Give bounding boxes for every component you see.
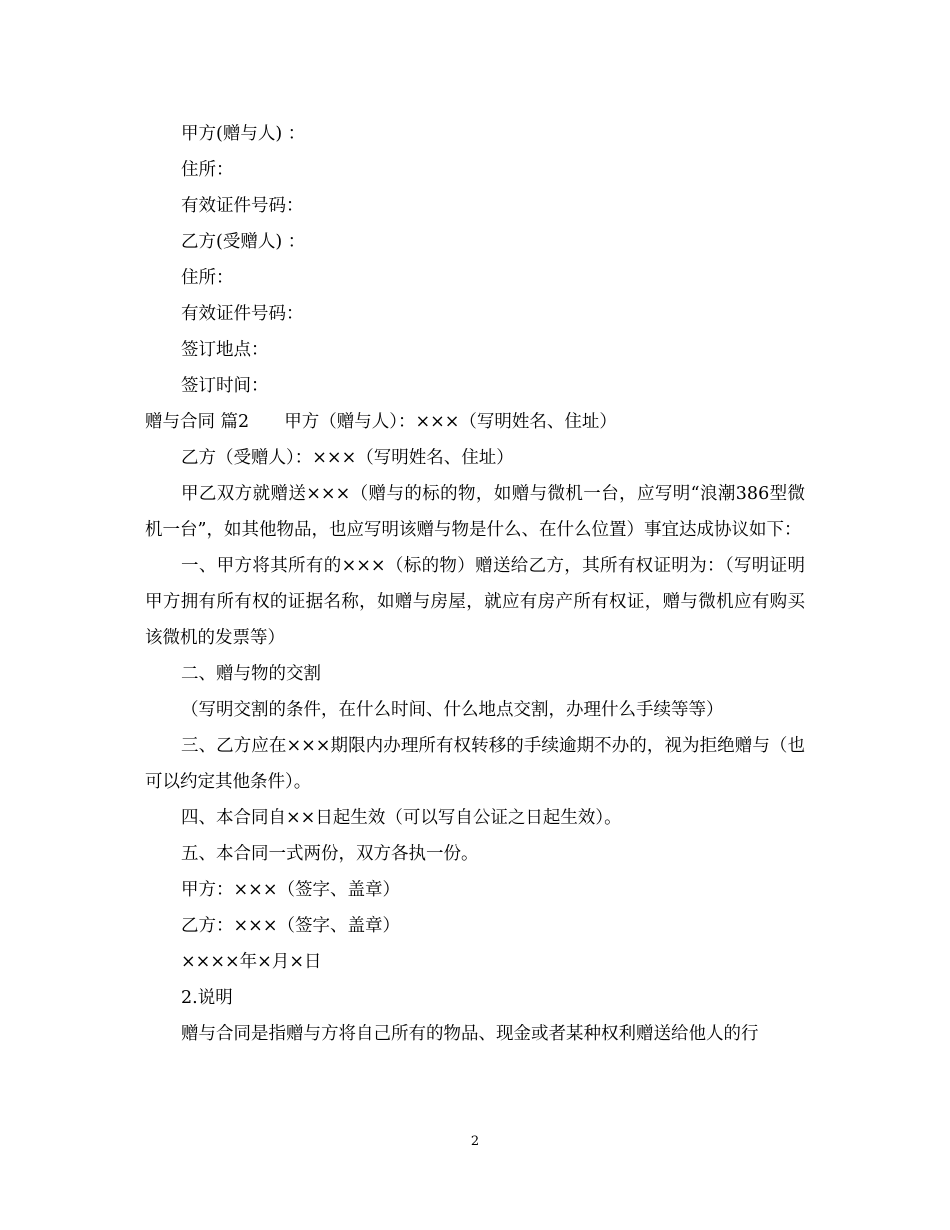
party-a-label: 甲方(赠与人) ： xyxy=(181,124,306,144)
signature-b-line: 乙方：×××（签字、盖章） xyxy=(181,916,400,936)
party-a-address-label: 住所： xyxy=(181,160,234,180)
intro-paragraph: 甲乙双方就赠送×××（赠与的标的物，如赠与微机一台，应写明“浪潮386型微机一台”，如其他物品，也应写明该赠与物是什么、在什么位置）事宜达成协议如下： xyxy=(145,484,805,540)
clause-2-detail: （写明交割的条件，在什么时间、什么地点交割，办理什么手续等等） xyxy=(181,700,724,720)
page-number: 2 xyxy=(470,1134,480,1149)
signing-place-label: 签订地点： xyxy=(181,340,269,360)
section-title: 2.说明 xyxy=(181,988,233,1008)
clause-2-title: 二、赠与物的交割 xyxy=(181,664,321,684)
date-line: ××××年×月×日 xyxy=(181,952,322,972)
contract-heading-line: 赠与合同 篇2 甲方（赠与人）：×××（写明姓名、住址） xyxy=(145,412,617,432)
clause-5-line: 五、本合同一式两份，双方各执一份。 xyxy=(181,844,479,864)
party-b-label: 乙方(受赠人) ： xyxy=(181,232,306,252)
clause-3-paragraph: 三、乙方应在×××期限内办理所有权转移的手续逾期不办的，视为拒绝赠与（也可以约定其他条件）。 xyxy=(145,736,805,792)
clause-1-paragraph: 一、甲方将其所有的×××（标的物）赠送给乙方，其所有权证明为：（写明证明甲方拥有所有权的证据名称，如赠与房屋，就应有房产所有权证，赠与微机应有购买该微机的发票等） xyxy=(145,556,805,648)
party-a-id-label: 有效证件号码： xyxy=(181,196,304,216)
document-body xyxy=(145,116,805,1052)
clause-4-line: 四、本合同自××日起生效（可以写自公证之日起生效）。 xyxy=(181,808,622,828)
signing-time-label: 签订时间： xyxy=(181,376,269,396)
party-b-line: 乙方（受赠人）：×××（写明姓名、住址） xyxy=(181,448,514,468)
party-b-id-label: 有效证件号码： xyxy=(181,304,304,324)
party-b-address-label: 住所： xyxy=(181,268,234,288)
explanation-line: 赠与合同是指赠与方将自己所有的物品、现金或者某种权利赠送给他人的行 xyxy=(181,1024,759,1044)
signature-a-line: 甲方：×××（签字、盖章） xyxy=(181,880,400,900)
